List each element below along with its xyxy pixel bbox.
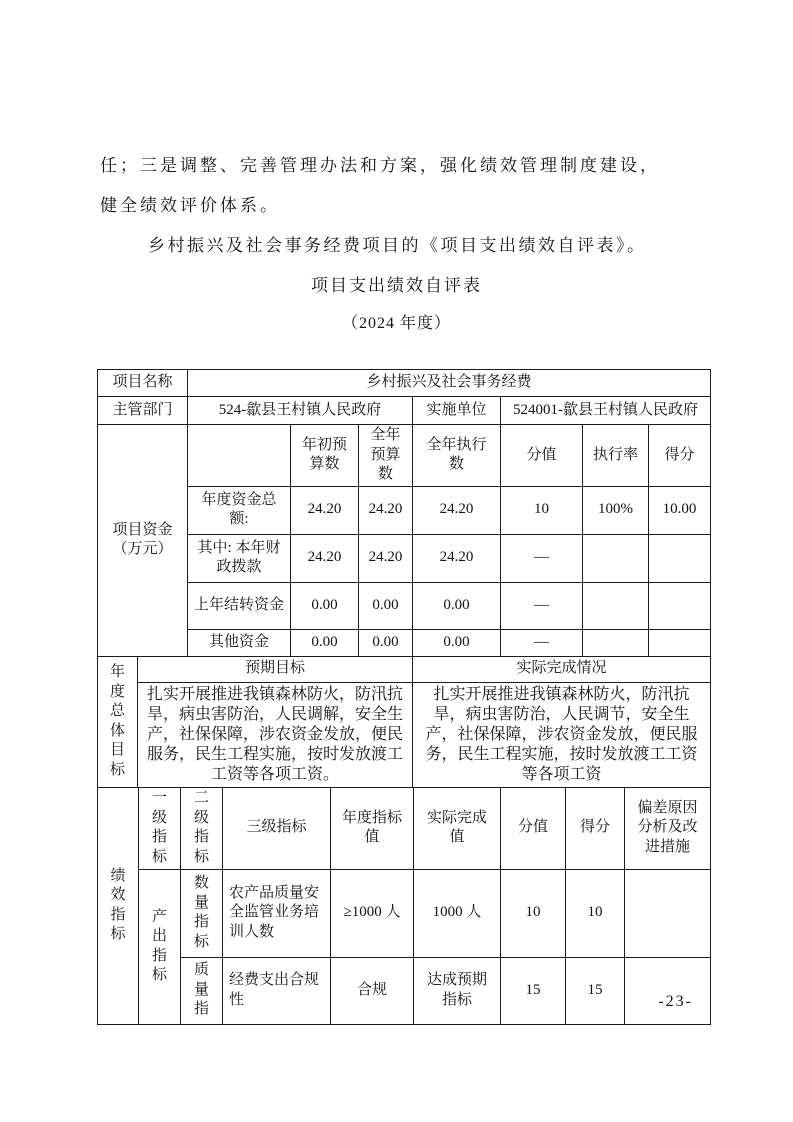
funding-cell: 0.00 [359, 629, 413, 656]
actual-value-cell: 1000 人 [414, 869, 501, 957]
table-title: 项目支出绩效自评表 [311, 276, 482, 295]
funding-row-label: 其他资金 [188, 629, 291, 656]
col-header-score-value: 分值 [501, 425, 583, 487]
expected-goal-header: 预期目标 [138, 656, 413, 682]
funding-group-label: 项目资金（万元） [98, 425, 188, 657]
goals-group-label: 年度总体目标 [98, 656, 138, 787]
col-header-execution-rate: 执行率 [583, 425, 649, 487]
actual-completion-text: 扎实开展推进我镇森林防火，防汛抗旱，病虫害防治，人民调节，安全生产，社保保障，涉农资金发放，便民服务，民生工程实施，按时发放渡工工资等各项工资 [413, 682, 711, 787]
project-name-value: 乡村振兴及社会事务经费 [188, 370, 711, 397]
table-row [98, 787, 711, 869]
level1-output-indicator: 产出指标 [139, 869, 181, 1024]
annual-target-cell: ≥1000 人 [331, 869, 414, 957]
basic-info-section [97, 369, 711, 425]
table-row [98, 486, 711, 534]
table-row [98, 534, 711, 582]
funding-cell: 0.00 [291, 582, 359, 629]
header-level2-indicator: 二级指标 [181, 787, 223, 869]
table-row [98, 656, 711, 682]
performance-group-label: 绩效指标 [98, 787, 139, 1024]
funding-row-label: 上年结转资金 [188, 582, 291, 629]
unit-value: 524001-歙县王村镇人民政府 [501, 397, 711, 425]
header-level1-indicator: 一级指标 [139, 787, 181, 869]
funding-cell: 24.20 [413, 534, 501, 582]
header-score-value: 分值 [501, 787, 566, 869]
deviation-cell [625, 869, 711, 957]
actual-value-cell: 达成预期指标 [414, 957, 501, 1024]
performance-section [97, 787, 711, 1025]
funding-cell: 24.20 [413, 486, 501, 534]
col-header-annual-execution: 全年执行数 [413, 425, 501, 487]
score-value-cell: 15 [501, 957, 566, 1024]
level3-indicator-cell: 经费支出合规性 [223, 957, 331, 1024]
funding-cell [649, 629, 711, 656]
header-annual-target: 年度指标值 [331, 787, 414, 869]
funding-empty-header [188, 425, 291, 487]
col-header-initial-budget: 年初预算数 [291, 425, 359, 487]
col-header-annual-budget: 全年预算数 [359, 425, 413, 487]
header-level3-indicator: 三级指标 [223, 787, 331, 869]
funding-cell: — [501, 582, 583, 629]
points-cell: 15 [566, 957, 625, 1024]
body-line-1: 任；三是调整、完善管理办法和方案，强化绩效管理制度建设， [100, 156, 660, 175]
body-text-block [100, 146, 693, 342]
level2-quality-indicator: 质量指 [181, 957, 223, 1024]
funding-cell: — [501, 534, 583, 582]
table-row [98, 629, 711, 656]
funding-section [97, 424, 711, 657]
table-subtitle: （2024 年度） [341, 315, 451, 332]
deviation-cell [625, 957, 711, 1024]
annual-goals-section [97, 656, 711, 788]
col-header-points: 得分 [649, 425, 711, 487]
table-row [98, 370, 711, 397]
dept-value: 524-歙县王村镇人民政府 [188, 397, 413, 425]
funding-cell: — [501, 629, 583, 656]
funding-cell: 0.00 [291, 629, 359, 656]
page-number: -23- [658, 993, 693, 1010]
funding-cell: 0.00 [359, 582, 413, 629]
level2-quantity-indicator: 数量指标 [181, 869, 223, 957]
funding-cell [583, 582, 649, 629]
actual-completion-header: 实际完成情况 [413, 656, 711, 682]
level3-indicator-cell: 农产品质量安全监管业务培训人数 [223, 869, 331, 957]
funding-cell: 10 [501, 486, 583, 534]
funding-row-label: 其中: 本年财政拨款 [188, 534, 291, 582]
table-row [98, 397, 711, 425]
project-name-label: 项目名称 [98, 370, 188, 397]
body-line-2: 健全绩效评价体系。 [100, 196, 280, 215]
dept-label: 主管部门 [98, 397, 188, 425]
funding-cell: 100% [583, 486, 649, 534]
funding-cell: 24.20 [359, 486, 413, 534]
annual-target-cell: 合规 [331, 957, 414, 1024]
funding-cell: 0.00 [413, 582, 501, 629]
header-deviation: 偏差原因分析及改进措施 [625, 787, 711, 869]
expected-goal-text: 扎实开展推进我镇森林防火，防汛抗旱，病虫害防治，人民调解，安全生产，社保保障，涉农资金发放，便民服务，民生工程实施，按时发放渡工工资等各项工资。 [138, 682, 413, 787]
funding-cell [583, 534, 649, 582]
funding-cell: 10.00 [649, 486, 711, 534]
table-row [98, 682, 711, 787]
funding-cell: 24.20 [359, 534, 413, 582]
funding-row-label: 年度资金总额: [188, 486, 291, 534]
header-actual-value: 实际完成值 [414, 787, 501, 869]
funding-cell: 24.20 [291, 534, 359, 582]
intro-line: 乡村振兴及社会事务经费项目的《项目支出绩效自评表》。 [148, 236, 647, 255]
table-row [98, 582, 711, 629]
funding-cell [583, 629, 649, 656]
header-points: 得分 [566, 787, 625, 869]
funding-cell [649, 534, 711, 582]
score-value-cell: 10 [501, 869, 566, 957]
table-row [98, 957, 711, 1024]
unit-label: 实施单位 [413, 397, 501, 425]
table-row [98, 425, 711, 487]
funding-cell: 0.00 [413, 629, 501, 656]
table-row [98, 869, 711, 957]
funding-cell: 24.20 [291, 486, 359, 534]
funding-cell [649, 582, 711, 629]
points-cell: 10 [566, 869, 625, 957]
self-evaluation-table [97, 369, 711, 1025]
